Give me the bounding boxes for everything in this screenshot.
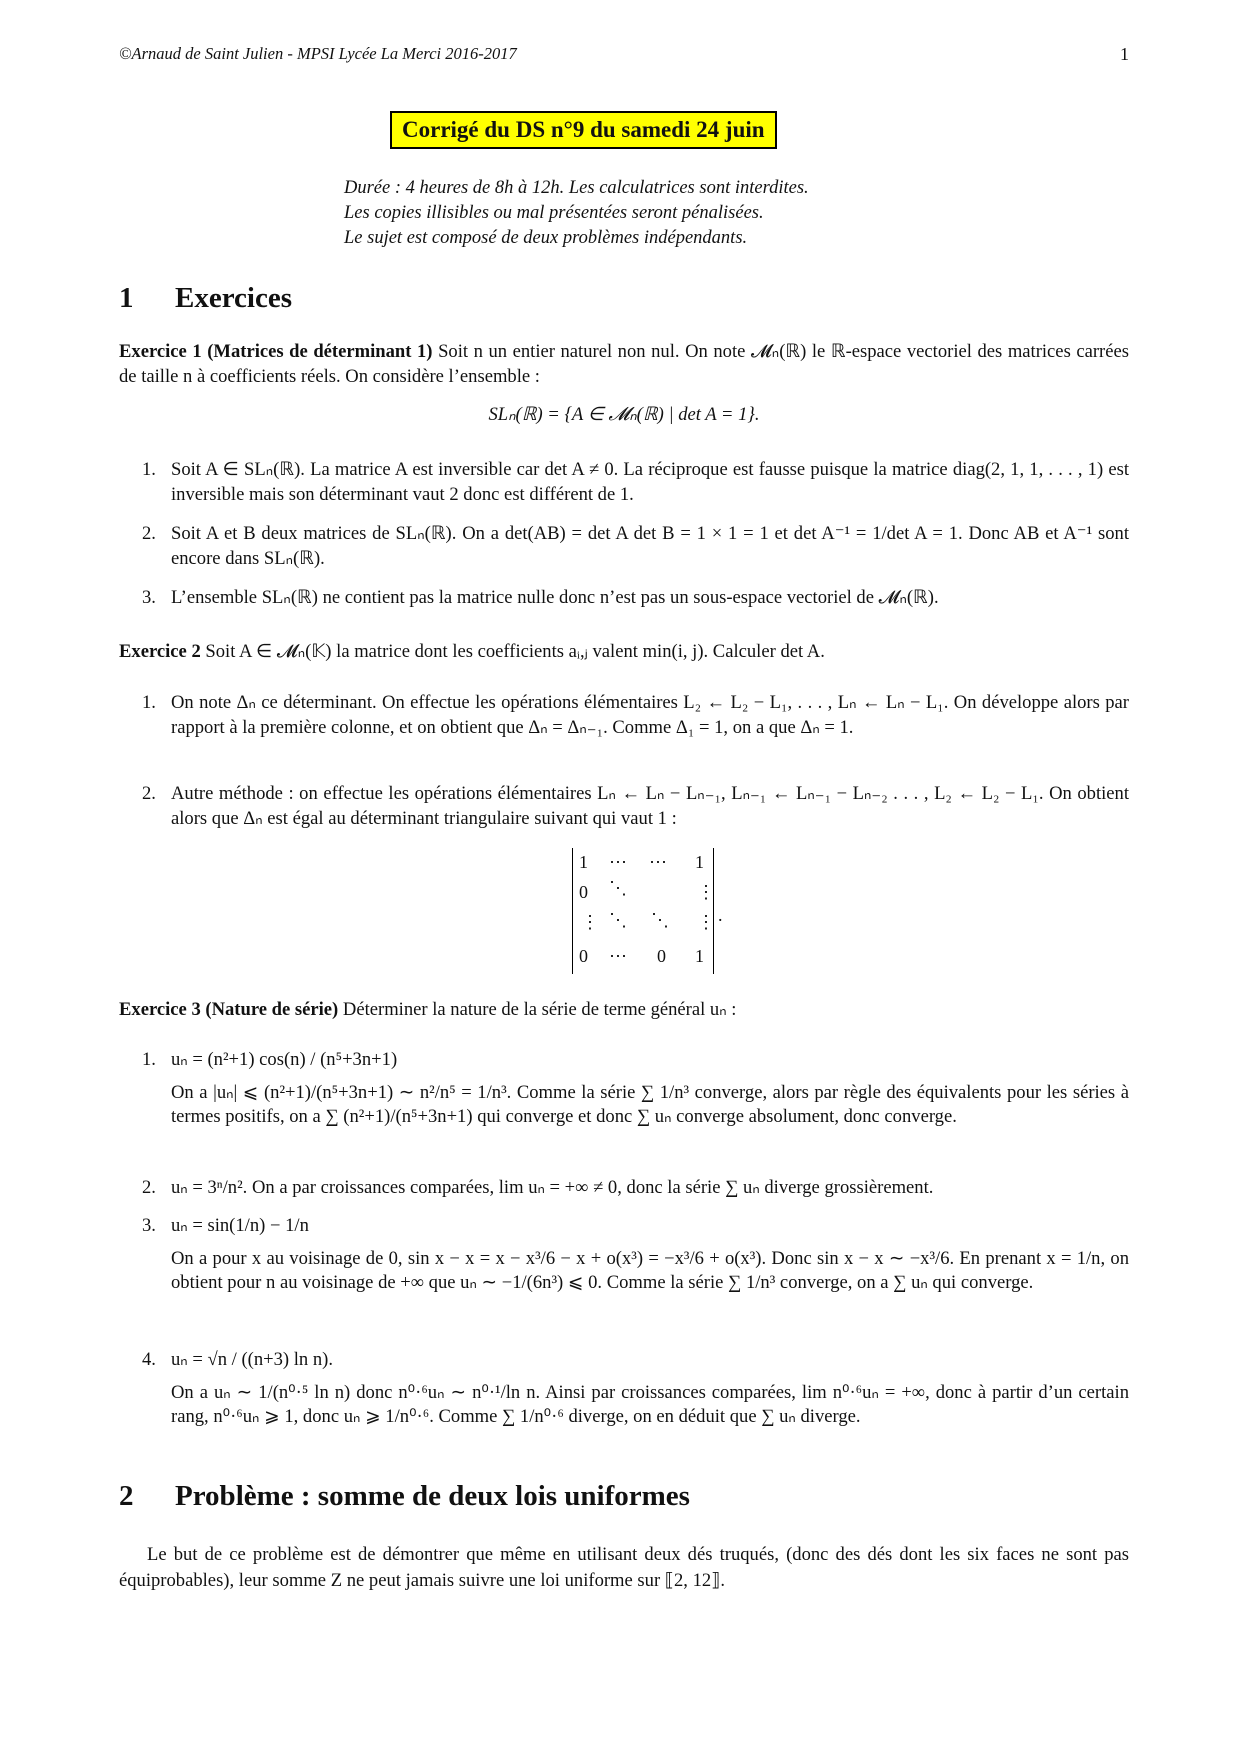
- list-item: 1. On note Δₙ ce déterminant. On effectue les opérations élémentaires L₂ ← L₂ − L₁, . . . , Lₙ ← Lₙ − L₁. On développe alors par rapport à la première colonne, et on obtient que Δₙ = Δₙ₋₁. Comme Δ₁ = 1, on a que Δₙ = 1.: [142, 692, 1129, 738]
- matrix-entry: 1: [695, 946, 704, 966]
- matrix-entry: ⋮: [697, 912, 715, 932]
- list-item: 1. Soit A ∈ SLₙ(ℝ). La matrice A est inversible car det A ≠ 0. La réciproque est fausse puisque la matrice diag(2, 1, 1, . . . , 1) est inversible mais son déterminant vaut 2 donc est différent de 1.: [142, 459, 1129, 505]
- intro-line: Le sujet est composé de deux problèmes indépendants.: [344, 228, 748, 248]
- matrix-entry: ⋯: [609, 852, 627, 872]
- matrix-entry: ⋮: [697, 882, 715, 902]
- intro-line: Durée : 4 heures de 8h à 12h. Les calculatrices sont interdites.: [344, 178, 809, 198]
- matrix-entry: ⋯: [609, 946, 627, 966]
- matrix-entry: ⋮: [581, 912, 599, 932]
- matrix-entry: ⋯: [649, 852, 667, 872]
- list-item: 2. Soit A et B deux matrices de SLₙ(ℝ). On a det(AB) = det A det B = 1 × 1 = 1 et det A⁻¹ = 1/det A = 1. Donc AB et A⁻¹ sont encore dans SLₙ(ℝ).: [142, 523, 1129, 569]
- running-header: [119, 44, 1129, 64]
- matrix-entry: ⋱: [609, 878, 627, 898]
- matrix-entry: 0: [579, 882, 588, 902]
- exercise-label: Exercice 3 (Nature de série): [119, 999, 339, 1020]
- list-item: 3. L’ensemble SLₙ(ℝ) ne contient pas la matrice nulle donc n’est pas un sous-espace vectoriel de 𝓜ₙ(ℝ).: [142, 587, 939, 608]
- section-heading-2: 2 Problème : somme de deux lois uniformes: [119, 1480, 690, 1512]
- intro-line: Les copies illisibles ou mal présentées seront pénalisées.: [344, 203, 764, 223]
- matrix-entry: 0: [579, 946, 588, 966]
- exercise-label: Exercice 1 (Matrices de déterminant 1): [119, 341, 433, 362]
- list-item: 4. uₙ = √n / ((n+3) ln n). On a uₙ ∼ 1/(n⁰·⁵ ln n) donc n⁰·⁶uₙ ∼ n⁰·¹/ln n. Ainsi par croissances comparées, lim n⁰·⁶uₙ = +∞, donc à partir d’un certain rang, n⁰·⁶uₙ ⩾ 1, donc uₙ ⩾ 1/n⁰·⁶. Comme ∑ 1/n⁰·⁶ diverge, on en déduit que ∑ uₙ diverge.: [142, 1349, 1129, 1427]
- matrix-period: .: [718, 905, 723, 925]
- exercise-text: Soit A ∈ 𝓜ₙ(𝕂) la matrice dont les coefficients aᵢ,ⱼ valent min(i, j). Calculer det A.: [205, 641, 825, 662]
- matrix-entry: ⋱: [651, 910, 669, 930]
- exercise-label: Exercice 2: [119, 641, 201, 662]
- exercise-1-statement: [119, 340, 1129, 389]
- exercise-2-statement: [119, 640, 1129, 665]
- matrix-entry: 0: [657, 946, 666, 966]
- section-heading-1: 1 Exercices: [119, 282, 293, 314]
- exercise-3-statement: [119, 998, 1129, 1023]
- list-item: 3. uₙ = sin(1/n) − 1/n On a pour x au voisinage de 0, sin x − x = x − x³/6 − x + o(x³) = −x³/6 + o(x³). Donc sin x − x ∼ −x³/6. En prenant x = 1/n, on obtient pour n au voisinage de +∞ que uₙ ∼ −1/(6n³) ⩽ 0. Comme la série ∑ 1/n³ converge, on a ∑ uₙ qui converge.: [142, 1215, 1129, 1293]
- intro-block: [344, 176, 809, 251]
- list-item: 2. uₙ = 3ⁿ/n². On a par croissances comparées, lim uₙ = +∞ ≠ 0, donc la série ∑ uₙ diverge grossièrement.: [142, 1177, 934, 1198]
- matrix-entry: 1: [579, 852, 588, 872]
- page-number: 1: [1120, 44, 1129, 64]
- display-equation: SLₙ(ℝ) = {A ∈ 𝓜ₙ(ℝ) | det A = 1}.: [488, 404, 760, 425]
- matrix-entry: 1: [695, 852, 704, 872]
- matrix-entry: ⋱: [609, 910, 627, 930]
- list-item: 2. Autre méthode : on effectue les opérations élémentaires Lₙ ← Lₙ − Lₙ₋₁, Lₙ₋₁ ← Lₙ₋₁ − Lₙ₋₂ . . . , L₂ ← L₂ − L₁. On obtient alors que Δₙ est égal au déterminant triangulaire suivant qui vaut 1 :: [142, 783, 1129, 829]
- problem-intro: Le but de ce problème est de démontrer que même en utilisant deux dés truqués, (donc des dés dont les six faces ne sont pas équiprobables), leur somme Z ne peut jamais suivre une loi uniforme sur ⟦2, 12⟧.: [119, 1544, 1129, 1591]
- document-title: Corrigé du DS n°9 du samedi 24 juin: [390, 111, 777, 149]
- exercise-text: Soit n un entier naturel non nul. On note 𝓜ₙ(ℝ) le ℝ-espace vectoriel des matrices carrées de taille n à coefficients réels. On considère l’ensemble :: [119, 341, 1129, 387]
- exercise-text: Déterminer la nature de la série de terme général uₙ :: [342, 999, 737, 1020]
- triangular-determinant: [572, 848, 714, 974]
- list-item: 1. uₙ = (n²+1) cos(n) / (n⁵+3n+1) On a |uₙ| ⩽ (n²+1)/(n⁵+3n+1) ∼ n²/n⁵ = 1/n³. Comme la série ∑ 1/n³ converge, alors par règle des équivalents pour les séries à termes positifs, on a ∑ (n²+1)/(n⁵+3n+1) qui converge et donc ∑ uₙ converge absolument, donc converge.: [142, 1049, 1129, 1127]
- header-left: ©Arnaud de Saint Julien - MPSI Lycée La Merci 2016-2017: [119, 44, 517, 63]
